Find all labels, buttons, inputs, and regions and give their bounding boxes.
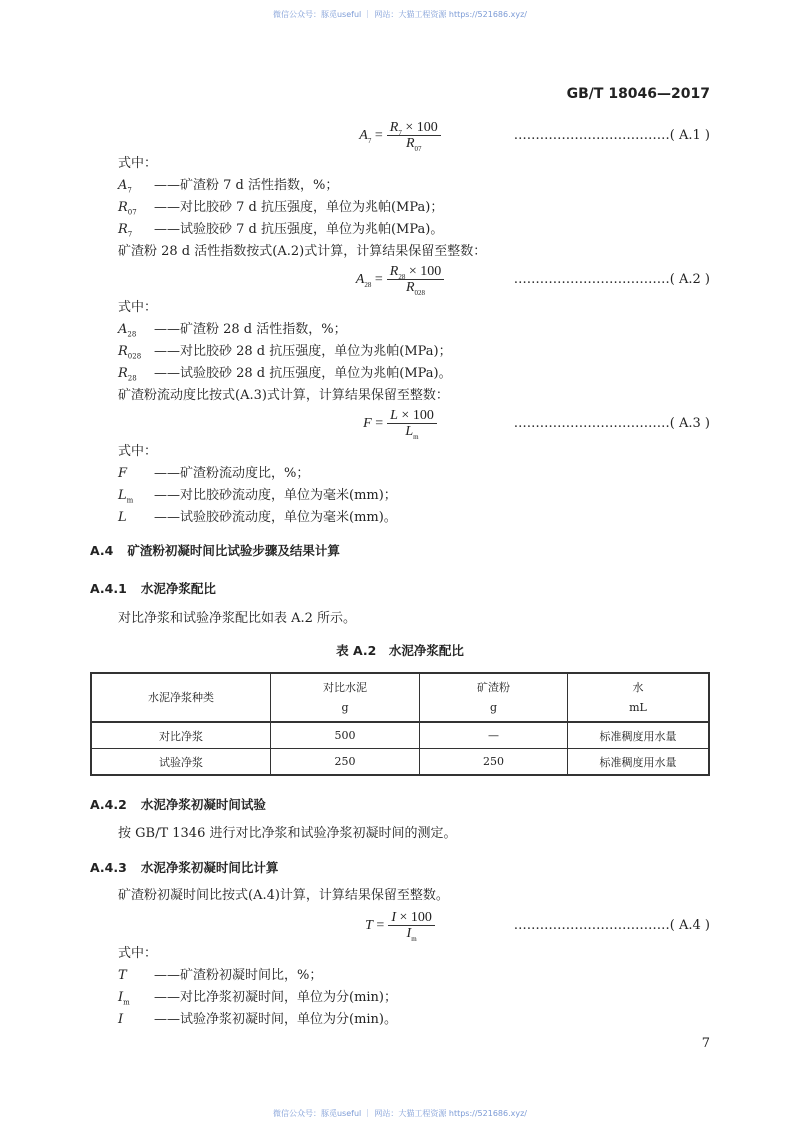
header-cell: 矿渣粉 g [420, 673, 568, 722]
cell: 250 [271, 749, 420, 776]
mix-ratio-table [90, 672, 710, 776]
section-a43-heading: A.4.3 水泥净浆初凝时间比计算 [90, 860, 279, 875]
where-label: 式中： [118, 444, 158, 459]
table-header-row [91, 673, 709, 722]
where-label: 式中： [118, 156, 158, 171]
variable-definition: T ——矿渣粉初凝时间比，%； [118, 968, 323, 983]
paragraph: 矿渣粉流动度比按式(A.3)式计算，计算结果保留至整数： [118, 388, 449, 403]
table-row [91, 722, 709, 749]
cell: — [420, 722, 568, 749]
top-watermark: 微信公众号：豚觅useful ｜ 网站：大猫工程资源 https://521686.xyz/ [272, 10, 528, 19]
section-a42-heading: A.4.2 水泥净浆初凝时间试验 [90, 797, 266, 812]
header-cell: 水 mL [568, 673, 710, 722]
page-number: 7 [701, 1036, 710, 1051]
cell: 250 [420, 749, 568, 776]
header-cell: 对比水泥 g [271, 673, 420, 722]
variable-definition: $A_7$ ——矿渣粉 7 d 活性指数，%； [118, 178, 339, 195]
formula: T = $\frac{I \times 100}{I_m}$ [300, 910, 500, 941]
formula: $A_7$ = $\frac{R_7 \times 100}{R_{07}}$ [300, 120, 500, 151]
where-label: 式中： [118, 300, 158, 315]
paragraph: 对比净浆和试验净浆配比如表 A.2 所示。 [118, 611, 357, 626]
variable-definition: $R_{028}$ ——对比胶砂 28 d 抗压强度，单位为兆帕(MPa)； [118, 344, 452, 361]
where-label: 式中： [118, 946, 158, 961]
cell: 标准稠度用水量 [568, 749, 710, 776]
variable-definition: F ——矿渣粉流动度比，%； [118, 466, 310, 481]
variable-definition: L ——试验胶砂流动度，单位为毫米(mm)。 [118, 510, 397, 525]
paragraph: 矿渣粉初凝时间比按式(A.4)计算，计算结果保留至整数。 [118, 888, 449, 903]
variable-definition: $R_{28}$ ——试验胶砂 28 d 抗压强度，单位为兆帕(MPa)。 [118, 366, 452, 383]
equation-number: ………………………………( A.2 ) [513, 272, 710, 287]
variable-definition: I ——试验净浆初凝时间，单位为分(min)。 [118, 1012, 398, 1027]
variable-definition: $L_m$ ——对比胶砂流动度，单位为毫米(mm)； [118, 488, 397, 505]
header-cell: 水泥净浆种类 [91, 673, 271, 722]
section-a4-heading: A.4 矿渣粉初凝时间比试验步骤及结果计算 [90, 543, 340, 558]
standard-number: GB/T 18046—2017 [566, 86, 710, 102]
variable-definition: $I_m$ ——对比净浆初凝时间，单位为分(min)； [118, 990, 398, 1007]
table-row [91, 749, 709, 776]
formula: F = $\frac{L \times 100}{L_m}$ [300, 408, 500, 439]
paragraph: 按 GB/T 1346 进行对比净浆和试验净浆初凝时间的测定。 [118, 826, 457, 841]
equation-number: ………………………………( A.1 ) [513, 128, 710, 143]
variable-definition: $R_7$ ——试验胶砂 7 d 抗压强度，单位为兆帕(MPa)。 [118, 222, 444, 239]
variable-definition: $A_{28}$ ——矿渣粉 28 d 活性指数，%； [118, 322, 347, 339]
equation-number: ………………………………( A.4 ) [513, 918, 710, 933]
cell: 对比净浆 [91, 722, 271, 749]
bottom-watermark: 微信公众号：豚觅useful ｜ 网站：大猫工程资源 https://521686.xyz/ [272, 1109, 528, 1118]
formula: $A_{28}$ = $\frac{R_{28} \times 100}{R_{028}}$ [300, 264, 500, 295]
table-title: 表 A.2 水泥净浆配比 [336, 643, 464, 658]
equation-number: ………………………………( A.3 ) [513, 416, 710, 431]
variable-definition: $R_{07}$ ——对比胶砂 7 d 抗压强度，单位为兆帕(MPa)； [118, 200, 444, 217]
paragraph: 矿渣粉 28 d 活性指数按式(A.2)式计算，计算结果保留至整数： [118, 244, 487, 259]
section-a41-heading: A.4.1 水泥净浆配比 [90, 581, 216, 596]
cell: 标准稠度用水量 [568, 722, 710, 749]
cell: 500 [271, 722, 420, 749]
cell: 试验净浆 [91, 749, 271, 776]
